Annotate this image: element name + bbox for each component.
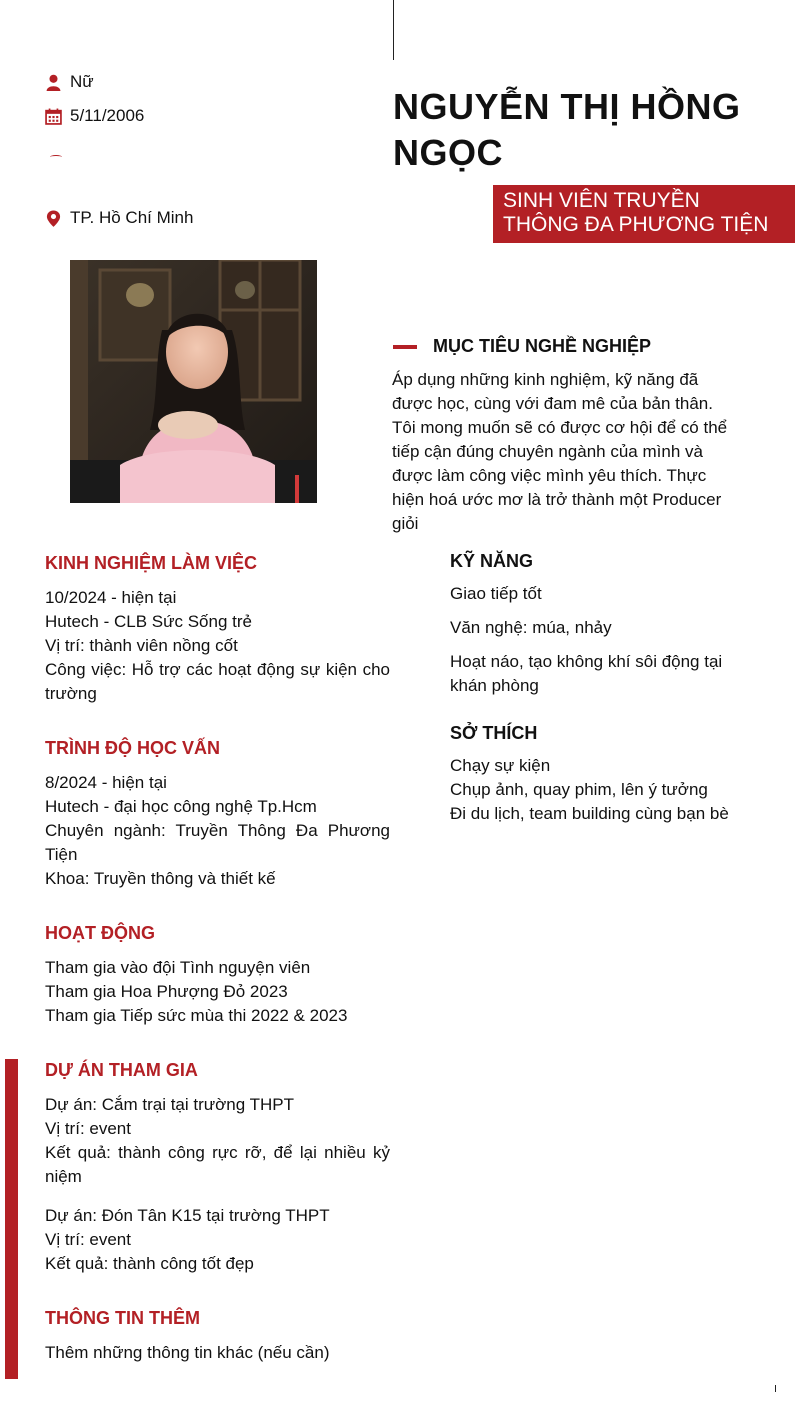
projects-heading: DỰ ÁN THAM GIA xyxy=(45,1060,198,1080)
activity-line: Tham gia vào đội Tình nguyện viên xyxy=(45,958,311,977)
experience-line: 10/2024 - hiện tại xyxy=(45,588,177,607)
experience-heading: KINH NGHIỆM LÀM VIỆC xyxy=(45,553,258,573)
decorative-mark xyxy=(50,155,62,159)
full-name xyxy=(393,84,793,176)
experience-line: Hutech - CLB Sức Sống trẻ xyxy=(45,612,252,631)
gender-row xyxy=(45,70,94,94)
activities-heading: HOẠT ĐỘNG xyxy=(45,923,155,943)
activity-line: Tham gia Tiếp sức mùa thi 2022 & 2023 xyxy=(45,1006,348,1025)
project-line: Vị trí: event xyxy=(45,1230,131,1249)
location-text: TP. Hồ Chí Minh xyxy=(70,208,194,227)
skills-heading: KỸ NĂNG xyxy=(450,551,534,571)
location-row xyxy=(45,206,193,230)
project-line: Kết quả: thành công tốt đẹp xyxy=(45,1254,254,1273)
gender-text: Nữ xyxy=(70,72,94,91)
profile-photo xyxy=(70,260,317,503)
project-line: Vị trí: event xyxy=(45,1119,131,1138)
hobby-item: Chụp ảnh, quay phim, lên ý tưởng xyxy=(450,780,708,799)
education-line: Khoa: Truyền thông và thiết kế xyxy=(45,869,276,888)
skill-item: Giao tiếp tốt xyxy=(450,584,542,603)
top-divider-line xyxy=(393,0,394,60)
experience-line: Công việc: Hỗ trợ các hoạt động sự kiện cho trường xyxy=(45,660,390,703)
skill-item: Hoạt náo, tạo không khí sôi động tại khán phòng xyxy=(450,652,723,695)
extra-heading: THÔNG TIN THÊM xyxy=(45,1308,200,1328)
project-line: Dự án: Đón Tân K15 tại trường THPT xyxy=(45,1206,330,1225)
education-line: 8/2024 - hiện tại xyxy=(45,773,167,792)
name-line-2: NGỌC xyxy=(393,132,503,173)
project-2 xyxy=(45,1204,390,1276)
hobbies-heading: SỞ THÍCH xyxy=(450,723,538,743)
title-line-2: THÔNG ĐA PHƯƠNG TIỆN xyxy=(503,213,769,236)
name-line-1: NGUYỄN THỊ HỒNG xyxy=(393,86,741,127)
objective-dash xyxy=(393,345,417,349)
title-line-1: SINH VIÊN TRUYỀN xyxy=(503,189,700,212)
corner-tick xyxy=(775,1385,776,1392)
experience-line: Vị trí: thành viên nồng cốt xyxy=(45,636,238,655)
person-icon xyxy=(45,74,62,91)
hobby-item: Chạy sự kiện xyxy=(450,756,551,775)
project-line: Kết quả: thành công rực rỡ, để lại nhiều kỷ niệm xyxy=(45,1143,390,1186)
objective-heading-row xyxy=(393,336,651,357)
birthdate-row xyxy=(45,104,144,128)
accent-side-bar xyxy=(5,1059,18,1379)
education-heading: TRÌNH ĐỘ HỌC VẤN xyxy=(45,738,220,758)
education-line: Chuyên ngành: Truyền Thông Đa Phương Tiện xyxy=(45,821,390,864)
map-pin-icon xyxy=(45,210,62,227)
calendar-icon xyxy=(45,108,62,125)
objective-heading: MỤC TIÊU NGHỀ NGHIỆP xyxy=(433,336,652,356)
project-line: Dự án: Cắm trại tại trường THPT xyxy=(45,1095,294,1114)
skills-list xyxy=(450,582,750,698)
job-title-badge xyxy=(493,185,795,243)
activities-body xyxy=(45,956,390,1028)
hobbies-list xyxy=(450,754,750,826)
education-line: Hutech - đại học công nghệ Tp.Hcm xyxy=(45,797,317,816)
experience-body xyxy=(45,586,390,706)
objective-text: Áp dụng những kinh nghiệm, kỹ năng đã được học, cùng với đam mê của bản thân. Tôi mong muốn sẽ có được cơ hội để có thể tiếp cận đúng chuyên ngành của mình và được làm công việc mình yêu thích. Thực hiện hoá ước mơ là trở thành một Producer giỏi xyxy=(392,370,728,533)
hobby-item: Đi du lịch, team building cùng bạn bè xyxy=(450,804,729,823)
extra-text: Thêm những thông tin khác (nếu cần) xyxy=(45,1343,330,1362)
extra-body xyxy=(45,1341,390,1365)
education-body xyxy=(45,771,390,891)
birthdate-text: 5/11/2006 xyxy=(70,106,145,125)
project-1 xyxy=(45,1093,390,1189)
activity-line: Tham gia Hoa Phượng Đỏ 2023 xyxy=(45,982,288,1001)
skill-item: Văn nghệ: múa, nhảy xyxy=(450,618,612,637)
